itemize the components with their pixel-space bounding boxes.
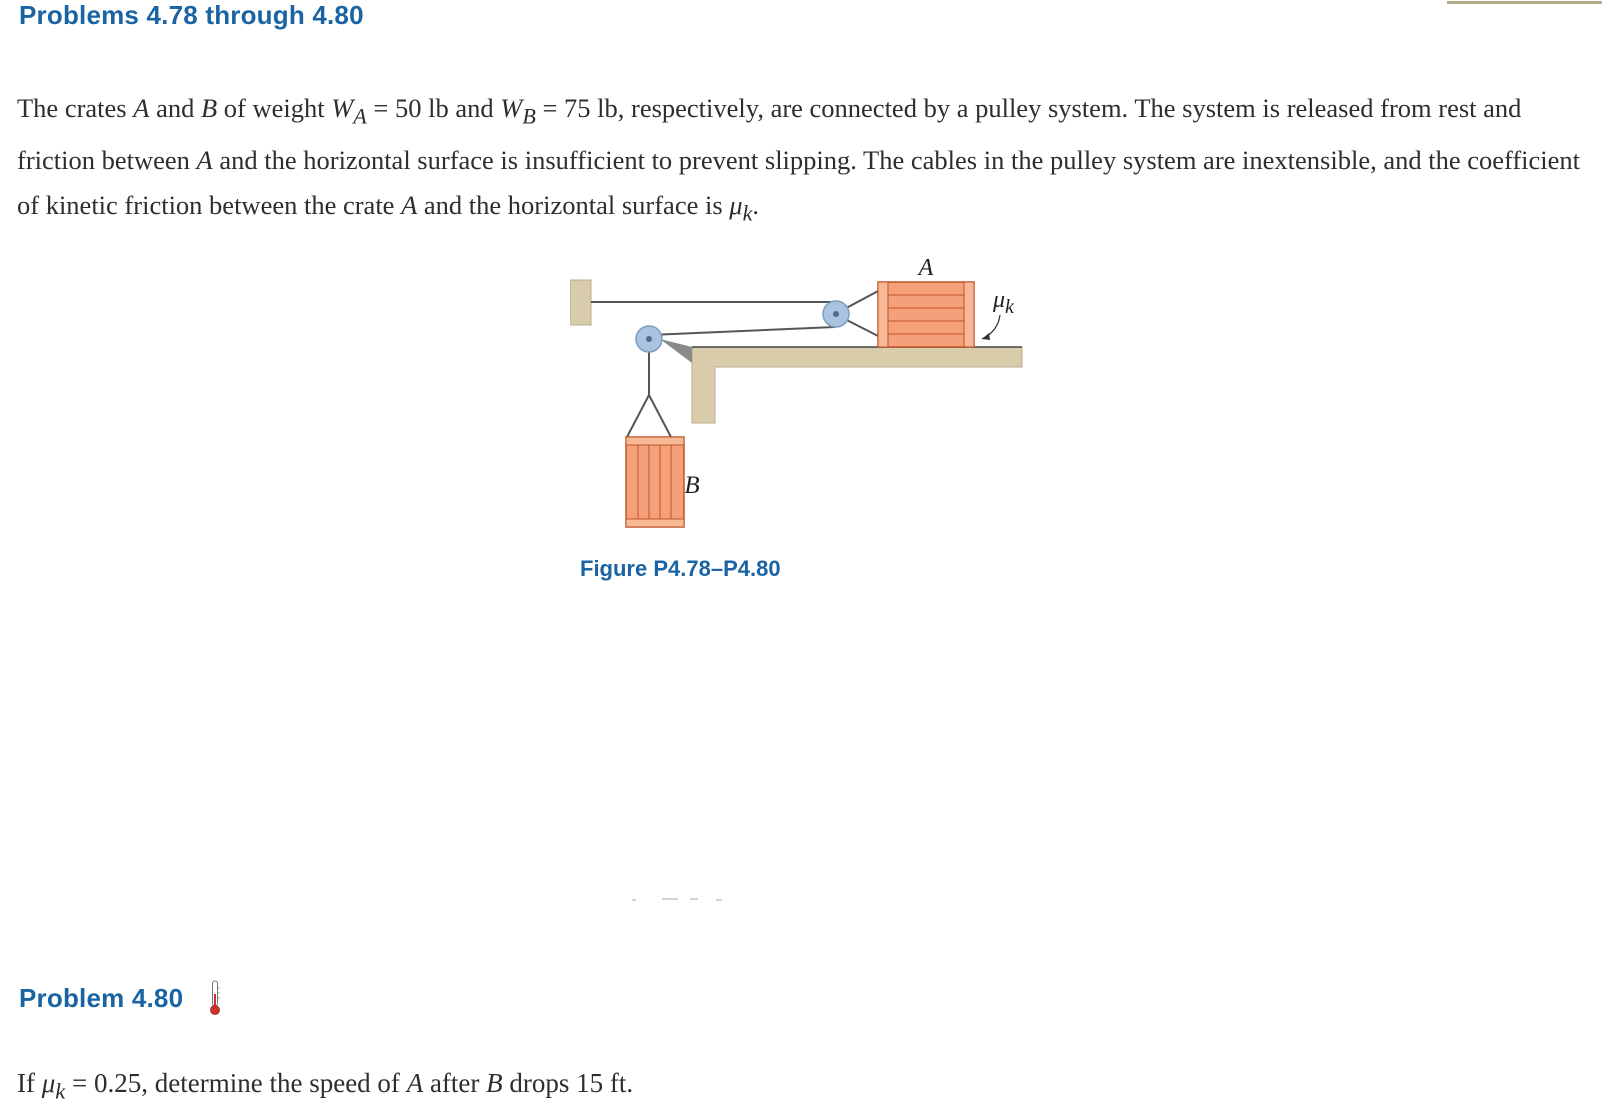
thermometer-icon bbox=[208, 980, 222, 1016]
friction-arrow bbox=[982, 315, 1000, 339]
crate-b bbox=[626, 437, 684, 527]
label-b: B bbox=[684, 472, 700, 499]
pulley-system-figure bbox=[570, 255, 1030, 545]
label-mu: $\mu_k$ bbox=[993, 287, 1014, 318]
faded-text-fragment bbox=[632, 895, 742, 905]
label-a: A bbox=[918, 255, 934, 281]
pulley-mount bbox=[660, 339, 692, 363]
wall-bracket bbox=[570, 280, 591, 325]
top-right-rule bbox=[1447, 1, 1602, 4]
cable-bottom bbox=[650, 327, 835, 335]
figure-caption: Figure P4.78–P4.80 bbox=[580, 556, 781, 581]
problem-heading: Problem 4.80 bbox=[19, 983, 184, 1013]
question-text: If $\mu_k = 0.25$, determine the speed of A after B drops 15 ft. bbox=[17, 1068, 634, 1104]
problems-heading: Problems 4.78 through 4.80 bbox=[19, 0, 364, 30]
horizontal-surface bbox=[692, 347, 1022, 423]
crate-a bbox=[878, 282, 974, 347]
problem-intro-paragraph: The crates A and B of weight $W_A = 50$ lb and $W_B = 75$ lb, respectively, are connected by a pulley system. The system is released from rest and friction between A and the horizontal surface is insufficient to prevent slipping. The cables in the pulley system are inextensible, and the coefficient of kinetic friction between the crate A and the horizontal surface is $\mu_k$. bbox=[17, 93, 1581, 226]
